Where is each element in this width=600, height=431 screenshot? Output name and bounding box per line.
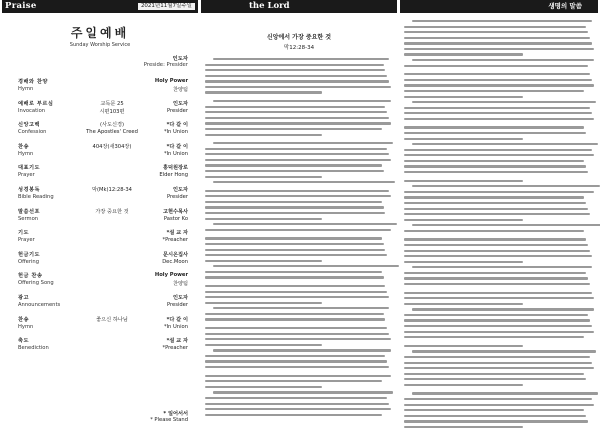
text-line [404, 230, 584, 232]
text-line [205, 260, 322, 262]
commentary-body-text [404, 20, 596, 428]
item-name: 축도 [18, 338, 30, 345]
item-name: 기도 [18, 230, 30, 237]
text-line [205, 190, 389, 192]
sermon-heading: 신앙에서 가장 중요한 것 [266, 34, 332, 41]
text-line [404, 277, 588, 279]
sermon-column [205, 18, 393, 419]
text-line [404, 250, 590, 252]
text-line [205, 296, 389, 298]
text-line [412, 101, 596, 103]
text-line [205, 237, 382, 239]
text-line [404, 53, 523, 55]
item-leader: *다 같 이 [166, 122, 188, 129]
item-leader: 인도자 [172, 100, 188, 107]
text-line [404, 202, 586, 204]
stand-note-ko: * 일어서서 [163, 411, 188, 417]
brand-the-lord: the Lord [249, 1, 290, 11]
item-name-en: Offering [18, 258, 40, 265]
item-name: 말씀선포 [18, 208, 41, 215]
text-line [205, 403, 389, 405]
item-content-sub: The Apostles' Creed [86, 129, 138, 136]
item-name-en: Hymn [18, 150, 34, 157]
text-line [205, 212, 385, 214]
worship-item [4, 76, 196, 98]
text-line [205, 243, 384, 245]
service-subtitle: Sunday Worship Service [69, 42, 131, 48]
worship-item [4, 162, 196, 184]
text-line [205, 397, 387, 399]
text-line [404, 73, 590, 75]
item-leader: 인도자 [172, 294, 188, 301]
worship-item [4, 141, 196, 163]
text-line [404, 180, 523, 182]
text-line [412, 266, 592, 268]
text-line [404, 26, 586, 28]
item-content-sub: 시편103편 [99, 108, 125, 115]
item-name: 찬송 [18, 143, 30, 150]
worship-item [4, 249, 196, 271]
text-line [404, 79, 592, 81]
item-leader: *다 같 이 [166, 316, 188, 323]
item-name: 예배로 부르심 [18, 100, 54, 107]
text-line [404, 126, 584, 128]
item-leader: 홍덕원장로 [162, 165, 188, 172]
item-leader: 고현수목사 [162, 208, 188, 215]
text-line [404, 373, 584, 375]
text-line [205, 75, 387, 77]
text-line [205, 176, 322, 178]
text-line [404, 356, 590, 358]
text-line [404, 191, 594, 193]
text-line [412, 350, 596, 352]
text-line [404, 84, 594, 86]
text-line [404, 415, 586, 417]
worship-item [4, 227, 196, 249]
item-leader: Holy Power [154, 272, 188, 279]
text-line [404, 90, 584, 92]
item-leader: 문시온집사 [162, 251, 188, 258]
text-line [205, 86, 391, 88]
text-line [213, 58, 390, 60]
text-line [404, 336, 584, 338]
text-line [404, 325, 592, 327]
text-line [404, 149, 592, 151]
item-name-en: Benediction [18, 345, 49, 352]
text-line [404, 255, 592, 257]
item-leader: *설 교 자 [166, 338, 188, 345]
worship-order-column [4, 18, 196, 423]
text-line [205, 414, 382, 416]
text-line [404, 154, 594, 156]
text-line [205, 128, 382, 130]
text-line [205, 206, 384, 208]
text-line [404, 238, 586, 240]
text-line [205, 355, 385, 357]
leader-label-en: Preside: Presider [143, 62, 188, 68]
item-leader-en: 찬양팀 [172, 87, 188, 93]
text-line [404, 314, 588, 316]
header-left [2, 0, 198, 13]
item-name: 경배와 찬양 [18, 79, 48, 85]
item-leader-en: *In Union [163, 323, 188, 330]
text-line [213, 100, 392, 102]
item-leader-en: *Preacher [162, 345, 188, 352]
text-line [205, 276, 384, 278]
text-line [213, 349, 392, 351]
text-line [205, 106, 385, 108]
text-line [404, 196, 584, 198]
item-content: 교독문 25 [100, 100, 124, 107]
item-leader-en: Dec.Moon [162, 258, 188, 265]
item-name-en: Announcements [18, 301, 61, 308]
text-line [205, 122, 391, 124]
text-line [404, 367, 594, 369]
text-line [404, 283, 590, 285]
item-name: 신앙고백 [18, 122, 41, 129]
text-line [404, 292, 592, 294]
text-line [404, 297, 594, 299]
item-leader-en: *In Union [163, 150, 188, 157]
text-line [412, 20, 592, 22]
sermon-reference: 막12:28-34 [283, 45, 315, 51]
text-line [205, 360, 387, 362]
item-name-en: Offering Song [18, 280, 54, 287]
text-line [404, 303, 523, 305]
item-name-en: Sermon [18, 215, 39, 222]
text-line [404, 37, 590, 39]
item-name-en: Invocation [18, 107, 46, 114]
leader-label: 인도자 [172, 56, 188, 62]
text-line [205, 271, 382, 273]
text-line [205, 285, 385, 287]
text-line [412, 308, 594, 310]
item-leader: Holy Power [154, 78, 188, 84]
text-line [205, 80, 389, 82]
text-line [404, 426, 523, 428]
item-leader: *설 교 자 [166, 230, 188, 237]
text-line [205, 159, 391, 161]
text-line [404, 420, 588, 422]
text-line [205, 111, 387, 113]
item-name-en: Hymn [18, 86, 34, 92]
text-line [205, 195, 391, 197]
worship-item [4, 206, 196, 228]
text-line [205, 148, 387, 150]
item-leader-en: Presider [166, 107, 188, 114]
order-of-worship [4, 76, 196, 357]
item-name: 성경봉독 [18, 186, 41, 193]
commentary-column [404, 18, 596, 431]
item-name: 대표기도 [18, 165, 41, 172]
text-line [404, 331, 594, 333]
text-line [404, 118, 594, 120]
item-content: 막(Mk)12:28-34 [92, 186, 132, 193]
text-line [205, 408, 391, 410]
text-line [205, 170, 384, 172]
text-line [404, 398, 592, 400]
item-leader: *다 같 이 [166, 143, 188, 150]
item-name-en: Confession [18, 129, 47, 136]
text-line [404, 138, 523, 140]
text-line [404, 171, 588, 173]
text-line [213, 391, 393, 393]
worship-item [4, 270, 196, 292]
section-title-word-of-life: 생명의 말씀 [548, 2, 582, 10]
text-line [205, 313, 384, 315]
worship-item [4, 98, 196, 120]
worship-item [4, 184, 196, 206]
item-leader-en: *Preacher [162, 237, 188, 244]
item-leader-en: 찬양팀 [172, 281, 188, 288]
text-line [404, 409, 584, 411]
text-line [213, 181, 395, 183]
text-line [412, 59, 594, 61]
text-line [213, 307, 390, 309]
item-name-en: Bible Reading [18, 193, 54, 200]
item-leader-en: Elder Hong [159, 172, 188, 179]
text-line [404, 48, 594, 50]
text-line [205, 64, 384, 66]
worship-item [4, 119, 196, 141]
text-line [205, 249, 385, 251]
text-line [404, 384, 523, 386]
service-date: 2021년11월7일주일 [138, 3, 195, 10]
text-line [213, 265, 399, 267]
text-line [205, 327, 387, 329]
item-name: 헌금 찬송 [18, 273, 43, 280]
text-line [213, 142, 393, 144]
text-line [412, 392, 598, 394]
stand-note-en: * Please Stand [150, 417, 188, 423]
text-line [404, 378, 586, 380]
item-content: 좋으신 하나님 [96, 316, 128, 323]
item-content: 가장 중요한 것 [95, 208, 129, 215]
worship-item [4, 335, 196, 357]
text-line [404, 160, 584, 162]
text-line [205, 386, 322, 388]
item-content: (사도신경) [99, 122, 125, 129]
text-line [205, 69, 385, 71]
text-line [205, 201, 382, 203]
item-name-en: Prayer [18, 237, 35, 244]
text-line [404, 261, 523, 263]
text-line [404, 112, 592, 114]
text-line [205, 375, 391, 377]
leader-row [4, 54, 196, 74]
text-line [404, 42, 592, 44]
service-title: 주일예배 [70, 26, 130, 40]
item-leader-en: Presider [166, 193, 188, 200]
text-line [205, 91, 322, 93]
text-line [205, 229, 391, 231]
text-line [404, 362, 592, 364]
item-content: 404장(새304장) [92, 143, 132, 150]
stand-note [150, 410, 188, 423]
text-line [404, 107, 590, 109]
text-line [412, 224, 600, 226]
item-leader-en: Presider [166, 301, 188, 308]
text-line [205, 153, 389, 155]
item-leader-en: *In Union [163, 129, 188, 136]
text-line [205, 366, 389, 368]
text-line [205, 318, 385, 320]
text-line [404, 404, 594, 406]
header-middle [201, 0, 397, 13]
text-line [404, 272, 586, 274]
item-name-en: Prayer [18, 172, 35, 179]
text-line [404, 165, 586, 167]
item-name: 찬송 [18, 316, 30, 323]
brand-praise: Praise [5, 1, 37, 11]
worship-item [4, 292, 196, 314]
text-line [205, 117, 389, 119]
sermon-body-text [205, 58, 393, 416]
text-line [205, 218, 322, 220]
item-name: 헌금기도 [18, 251, 41, 258]
text-line [404, 244, 588, 246]
text-line [412, 143, 598, 145]
text-line [404, 213, 590, 215]
text-line [205, 344, 322, 346]
item-leader: 인도자 [172, 186, 188, 193]
text-line [404, 208, 588, 210]
text-line [404, 132, 586, 134]
item-name: 광고 [18, 294, 30, 301]
text-line [205, 302, 322, 304]
text-line [213, 223, 397, 225]
text-line [404, 319, 590, 321]
text-line [205, 254, 387, 256]
text-line [205, 164, 382, 166]
text-line [205, 338, 391, 340]
text-line [205, 291, 387, 293]
text-line [205, 380, 382, 382]
text-line [404, 65, 588, 67]
text-line [205, 333, 389, 335]
text-line [205, 134, 322, 136]
header-right [400, 0, 598, 13]
text-line [404, 345, 523, 347]
text-line [404, 31, 588, 33]
item-name-en: Hymn [18, 323, 34, 330]
text-line [412, 185, 600, 187]
item-leader-en: Pastor Ko [163, 215, 188, 222]
text-line [404, 219, 523, 221]
worship-item [4, 314, 196, 336]
text-line [404, 96, 523, 98]
